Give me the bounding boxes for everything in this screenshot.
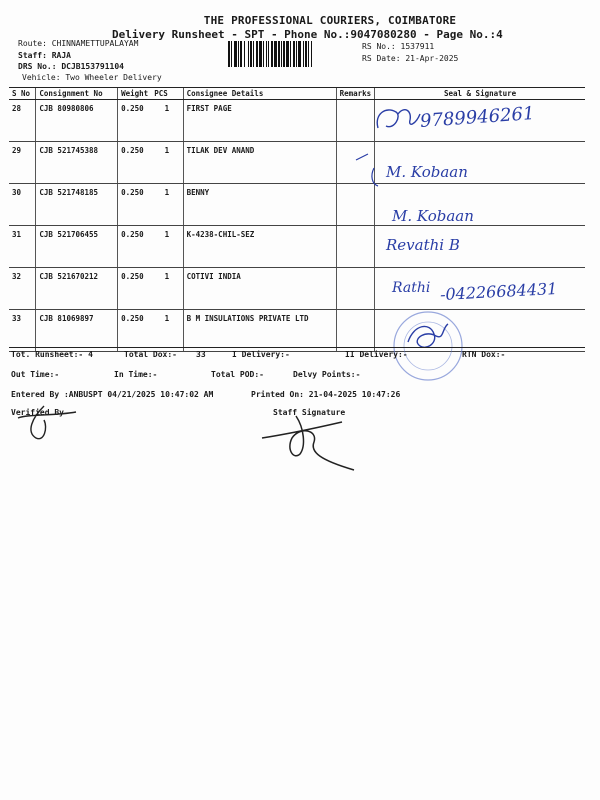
cell-pcs: 1 [151, 310, 183, 352]
cell-remarks [336, 226, 375, 268]
company-stamp [388, 306, 468, 386]
cell-consignment: CJB 521745388 [36, 142, 118, 184]
cell-weight: 0.250 [118, 310, 152, 352]
cell-consignee: TILAK DEV ANAND [183, 142, 336, 184]
header-consignee: Consignee Details [183, 88, 336, 100]
printed-on: Printed On: 21-04-2025 10:47:26 [251, 390, 401, 399]
cell-remarks [336, 310, 375, 352]
header-seal: Seal & Signature [375, 88, 585, 100]
entered-by: Entered By :ANBUSPT 04/21/2025 10:47:02 AM [11, 390, 214, 399]
rs-date: RS Date: 21-Apr-2025 [362, 54, 459, 63]
cell-consignee: B M INSULATIONS PRIVATE LTD [183, 310, 336, 352]
table-row [9, 226, 585, 268]
cell-sno: 32 [9, 268, 36, 310]
route-text: Route: CHINNAMETTUPALAYAM [18, 39, 139, 48]
cell-weight: 0.250 [118, 226, 152, 268]
handwritten-tick-mark [352, 150, 382, 190]
runsheet-table [9, 87, 585, 352]
staff-text: Staff: RAJA [18, 51, 71, 60]
vehicle-text: Vehicle: Two Wheeler Delivery [22, 73, 162, 82]
drs-number: DRS No.: DCJB153791104 [18, 62, 124, 71]
cell-sno: 30 [9, 184, 36, 226]
cell-consignee: FIRST PAGE [183, 100, 336, 142]
cell-consignment: CJB 521706455 [36, 226, 118, 268]
handwritten-signature-29: M. Kobaan [386, 163, 468, 181]
i-delivery: I Delivery:- [232, 350, 290, 359]
tot-runsheet: Tot. Runsheet:- 4 [11, 350, 93, 359]
cell-pcs: 1 [151, 100, 183, 142]
table-row [9, 184, 585, 226]
table-row [9, 142, 585, 184]
total-dox-label: Total Dox:- [124, 350, 177, 359]
verified-by-signature [14, 398, 84, 448]
handwritten-phone: 9789946261 [419, 103, 536, 132]
cell-pcs: 1 [151, 268, 183, 310]
handwritten-signature-31: Revathi B [386, 236, 460, 254]
total-pod: Total POD:- [211, 370, 264, 379]
barcode-bar [312, 41, 315, 67]
verified-by-label: Verified By [11, 408, 64, 417]
cell-weight: 0.250 [118, 100, 152, 142]
header-pcs: PCS [151, 88, 183, 100]
cell-remarks [336, 268, 375, 310]
header-weight: Weight [118, 88, 152, 100]
out-time: Out Time:- [11, 370, 60, 379]
cell-weight: 0.250 [118, 268, 152, 310]
footer-divider [9, 347, 585, 348]
runsheet-subtitle: Delivery Runsheet - SPT - Phone No.:9047080280 - Page No.:4 [112, 28, 503, 41]
cell-remarks [336, 100, 375, 142]
cell-weight: 0.250 [118, 184, 152, 226]
rtn-dox: RTN Dox:- [462, 350, 506, 359]
delvy-points: Delvy Points:- [293, 370, 361, 379]
cell-pcs: 1 [151, 184, 183, 226]
table-header-row [9, 88, 585, 100]
cell-weight: 0.250 [118, 142, 152, 184]
in-time: In Time:- [114, 370, 158, 379]
cell-sno: 29 [9, 142, 36, 184]
barcode [228, 41, 354, 67]
ii-delivery: II Delivery:- [345, 350, 408, 359]
cell-consignment: CJB 521748185 [36, 184, 118, 226]
company-title: THE PROFESSIONAL COURIERS, COIMBATORE [203, 14, 457, 27]
table-row [9, 310, 585, 352]
cell-consignee: COTIVI INDIA [183, 268, 336, 310]
rs-number: RS No.: 1537911 [362, 42, 435, 51]
cell-pcs: 1 [151, 142, 183, 184]
cell-consignee: K-4238-CHIL-SEZ [183, 226, 336, 268]
cell-consignment: CJB 81069897 [36, 310, 118, 352]
header-consignment: Consignment No [36, 88, 118, 100]
handwritten-phone-32: -04226684431 [439, 278, 558, 305]
header-remarks: Remarks [336, 88, 375, 100]
total-dox-value: 33 [196, 350, 206, 359]
handwritten-signature-32: Rathi [392, 280, 431, 296]
cell-pcs: 1 [151, 226, 183, 268]
staff-signature-mark [258, 408, 368, 478]
cell-sno: 31 [9, 226, 36, 268]
cell-consignment: CJB 80980806 [36, 100, 118, 142]
cell-consignment: CJB 521670212 [36, 268, 118, 310]
staff-signature-label: Staff Signature [273, 408, 346, 417]
cell-consignee: BENNY [183, 184, 336, 226]
cell-sno: 28 [9, 100, 36, 142]
cell-sno: 33 [9, 310, 36, 352]
handwritten-signature-30: M. Kobaan [392, 207, 474, 225]
header-sno: S No [9, 88, 36, 100]
